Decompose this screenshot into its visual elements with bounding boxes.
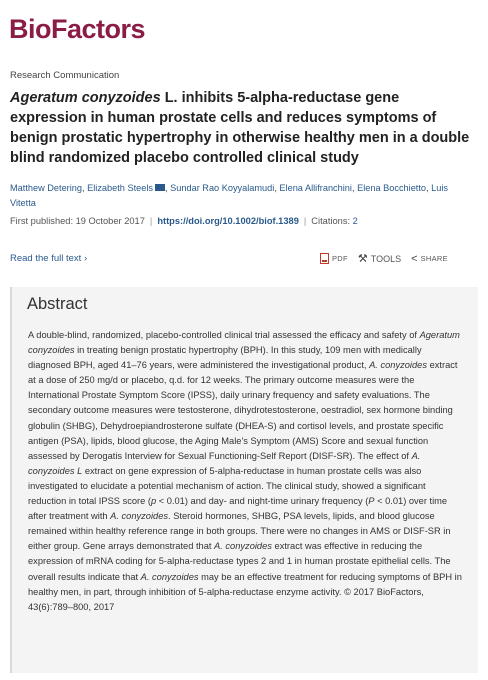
author-link[interactable]: Elizabeth Steels bbox=[87, 183, 154, 193]
abstract-text-segment: < 0.01) and day- and night-time urinary frequency ( bbox=[156, 496, 369, 507]
mail-icon[interactable] bbox=[155, 184, 165, 191]
author-link[interactable]: Elena Bocchietto bbox=[357, 183, 427, 193]
abstract-italic-term: Ageratum conyzoides bbox=[28, 330, 460, 356]
abstract-italic-term: A. conyzoides bbox=[140, 571, 199, 582]
article-title-species: Ageratum conyzoides bbox=[10, 90, 161, 106]
abstract-italic-term: A. conyzoides bbox=[369, 360, 427, 371]
share-icon: < bbox=[411, 252, 418, 265]
abstract-italic-term: A. conyzoides L bbox=[28, 450, 421, 476]
author-link[interactable]: Matthew Detering bbox=[10, 183, 83, 193]
share-label: SHARE bbox=[420, 254, 448, 263]
abstract-italic-term: P bbox=[368, 496, 375, 507]
article-type: Research Communication bbox=[10, 70, 120, 81]
article-title bbox=[10, 88, 470, 168]
abstract-body bbox=[28, 328, 464, 615]
abstract-text-segment: extract at a dose of 250 mg/d or placebo, q.d. for 12 weeks. The primary outcome measures were the International Prostate Symptom Score (IPSS), daily urinary frequency and safety evaluations. The secondary outcome measures were testosterone, dihydrotestosterone, oestradiol, sex hormone binding globulin (SHBG), Dehydroepiandrosterone sulfate (DHEA-S) and cortisol levels, and prostate specific antigen (PSA), lipids, blood glucose, the Aging Male's Symptom (AMS) Score and sexual function assessed by Derogatis Interview for Sexual Functioning-Self Report (DISF-SR). The effect of bbox=[28, 360, 458, 461]
author-link[interactable]: Sundar Rao Koyyalamudi bbox=[170, 183, 275, 193]
wrench-icon: ⚒ bbox=[357, 253, 368, 265]
doi-link[interactable]: https://doi.org/10.1002/biof.1389 bbox=[157, 216, 299, 226]
read-full-text-label: Read the full text bbox=[10, 253, 82, 264]
citations-count[interactable]: 2 bbox=[352, 216, 358, 226]
tools-button[interactable] bbox=[358, 252, 401, 265]
abstract-italic-term: p bbox=[150, 496, 157, 507]
chevron-right-icon: › bbox=[83, 253, 88, 264]
abstract-text-segment: < 0.01) over time after treatment with bbox=[28, 496, 448, 522]
abstract-text-segment: A double-blind, randomized, placebo-controlled clinical trial assessed the efficacy and safety of bbox=[28, 330, 420, 340]
publication-meta: First published: 19 October 2017 | https://doi.org/10.1002/biof.1389 | Citations: 2 bbox=[10, 216, 358, 226]
author-link[interactable]: Elena Allifranchini bbox=[279, 183, 352, 193]
pdf-label: PDF bbox=[332, 254, 348, 263]
tools-label: TOOLS bbox=[370, 253, 402, 264]
read-full-text-link[interactable] bbox=[10, 253, 87, 264]
abstract-text-segment: extract on gene expression of 5-alpha-reductase in human prostate cells was also investigated to elucidate a potential mechanism of action. The clinical study, showed a significant reduction in total IPSS score ( bbox=[28, 465, 426, 507]
pdf-button[interactable] bbox=[320, 253, 348, 264]
journal-logo[interactable]: BioFactors bbox=[9, 14, 146, 44]
abstract-text-segment: in treating benign prostatic hypertrophy (BPH). In this study, 109 men with medically diagnosed BPH, aged 41–76 years, were administered the investigational product, bbox=[28, 345, 422, 371]
abstract-text-segment: extract was effective in reducing the expression of mRNA coding for 5-alpha-reductase types 2 and 1 in human prostate epithelial cells. The overall results indicate that bbox=[28, 541, 451, 582]
author-link[interactable]: Luis Vitetta bbox=[10, 183, 448, 208]
first-published-label: First published: bbox=[10, 216, 76, 226]
article-tools-bar bbox=[320, 252, 458, 265]
share-button[interactable] bbox=[411, 253, 448, 265]
pdf-icon bbox=[320, 253, 329, 264]
abstract-italic-term: A. conyzoides bbox=[110, 511, 169, 522]
author-list: Matthew Detering, Elizabeth Steels , Sundar Rao Koyyalamudi, Elena Allifranchini, Elena Bocchietto, Luis Vitetta bbox=[10, 183, 448, 208]
first-published-date: 19 October 2017 bbox=[75, 216, 145, 226]
abstract-section bbox=[10, 287, 478, 673]
abstract-text-segment: may be an effective treatment for reducing symptoms of BPH in healthy men, in part, through inhibition of 5-alpha-reductase enzyme activity. © 2017 BioFactors, 43(6):789–800, 2017 bbox=[28, 571, 462, 612]
abstract-heading: Abstract bbox=[27, 295, 88, 313]
abstract-text-segment: . Steroid hormones, SHBG, PSA levels, lipids, and blood glucose remained within healthy reference range in both groups. There were no changes in AMS or DISF-SR in either group. Gene arrays demonstrated that bbox=[28, 511, 451, 552]
citations-label: Citations: bbox=[311, 216, 353, 226]
abstract-italic-term: A. conyzoides bbox=[214, 541, 272, 552]
article-title-rest: L. inhibits 5-alpha-reductase gene expression in human prostate cells and reduces symptoms of benign prostatic hypertrophy in otherwise healthy men in a double blind randomized placebo controlled clinical study bbox=[10, 90, 470, 166]
